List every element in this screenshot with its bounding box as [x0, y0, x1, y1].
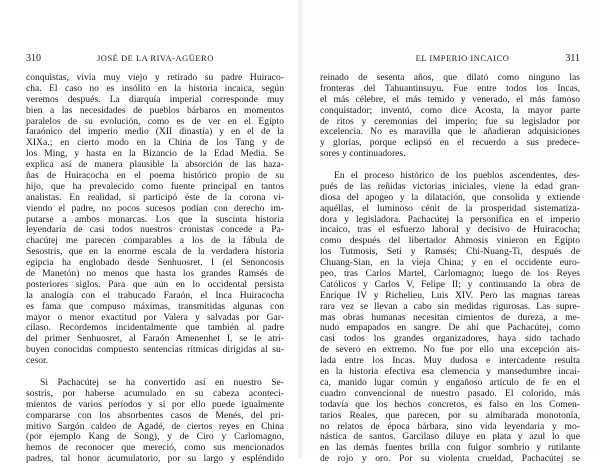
text-line: en las demás fuentes brilla con fulgor sombrío y rutilante	[320, 443, 580, 454]
left-page-text	[26, 73, 284, 465]
text-line: Enrique IV y Richelieu, Luis XIV. Pero las magnas tareas	[320, 290, 580, 301]
right-running-title: EL IMPERIO INCAICO	[415, 53, 510, 63]
text-line: diosa del apogeo y la dilatación, que consolida y extiende	[320, 192, 580, 203]
text-line: de rojo y oro. Por su violenta crueldad, Pachacútej se	[320, 454, 580, 465]
book-gutter	[297, 0, 303, 458]
text-line: peo, tras Carlos Martel, Carlomagno; luego de los Reyes	[320, 269, 580, 280]
paragraph	[320, 171, 580, 465]
left-running-head	[26, 53, 284, 67]
left-running-title: JOSÉ DE LA RIVA-AGÜERO	[97, 53, 214, 63]
text-line: como después del libertador Ahmosis vinieron en Egipto	[320, 236, 580, 247]
text-line: veremos después. La diarquía imperial corresponde muy	[26, 94, 284, 105]
text-line: ñas de Huiracocha en el poema histórico propio de su	[26, 171, 284, 182]
text-line: conquistas, vivía muy viejo y retirado su padre Huiraco-	[26, 73, 284, 83]
text-line: explica así de manera plausible la absorción de las haza-	[26, 160, 284, 171]
text-line: excelencia. No es maravilla que le añadieran adquisiciones	[320, 127, 580, 138]
text-line: pués de las reñidas victorias iniciales, viene la edad gran-	[320, 181, 580, 192]
text-line: cha. El caso no es insólito en la historia incaica, según	[26, 83, 284, 94]
right-page	[300, 0, 600, 465]
text-line: XIXa.; en cierto modo en la China de los Tang y de	[26, 138, 284, 149]
text-line: y glorias, porque eclipsó en el recuerdo a sus predece-	[320, 138, 580, 149]
text-line: nástica de santos. Garcilaso diluye en plata y azul lo que	[320, 432, 580, 443]
paragraph	[320, 73, 580, 160]
text-line: Si Pachacútej se ha convertido así en nuestro Se-	[40, 377, 284, 388]
text-line: hemos de reconocer que mereció, como sus mencionados	[26, 443, 284, 454]
text-line: paralelos de su evolución, como es de ver en el Egipto	[26, 116, 284, 127]
text-line: bien a las necesidades de pueblos bárbaros en momentos	[26, 105, 284, 116]
paragraph	[26, 378, 284, 465]
text-line: el más célebre, el más temido y venerado, el más famoso	[320, 94, 580, 105]
text-line: nudo empapados en sangre. De ahí que Pachacútej, como	[320, 323, 580, 334]
text-line: lada entre los Incas. Muy dudosa e intercadente resulta	[320, 356, 580, 367]
text-line: (por ejemplo Kang de Song), y de Ciro y Carlomagno,	[26, 432, 284, 443]
right-page-text	[320, 73, 580, 465]
paragraph-gap	[26, 367, 284, 378]
text-line: es fama que compuso máximas, transmitidas algunas con	[26, 301, 284, 312]
text-line: no relatos de época bárbara, sino vida leyendaria y mo-	[320, 421, 580, 432]
text-line: viendo el padre, no pocos sucesos podían con derecho im-	[26, 203, 284, 214]
text-line: analistas. En realidad, si participó éste de la corona vi-	[26, 192, 284, 203]
text-line: casi todos los grandes organizadores, haya sido tachado	[320, 334, 580, 345]
right-running-head	[320, 53, 580, 67]
text-line: posteriores siglos. Para que aún en lo occidental persista	[26, 279, 284, 290]
text-line: Chuang-Sian, en la vieja China; y en el occidente euro-	[320, 258, 580, 269]
text-line: hijo, que ha prevalecido como fuente principal en tantos	[26, 181, 284, 192]
text-line: Católicos y Carlos V, Felipe II; y continuando la obra de	[320, 279, 580, 290]
text-line: dora y legisladora. Pachacútej la personifica en el imperio	[320, 214, 580, 225]
text-line: buyen conocidas compuesto sentencias rítmicas dirigidas al su-	[26, 345, 284, 356]
text-line: Sesostris, que en la enorme escala de la verdadera historia	[26, 247, 284, 258]
text-line: aquéllas, el luminoso cénit de la prosperidad sistematiza-	[320, 203, 580, 214]
text-line: mayor o menor exactitud por Valera y salvadas por Gar-	[26, 312, 284, 323]
text-line: los Tutmosis, Seti y Ramsés; Chi-Nuang-Ti, después de	[320, 247, 580, 258]
text-line: todavía que los hechos concretos, es falso en los Comen-	[320, 399, 580, 410]
text-line: rara vez se llevan a cabo sin medidas rigurosas. Las supre-	[320, 301, 580, 312]
text-line: compararse con los absorbentes casos de Menés, del pri-	[26, 410, 284, 421]
text-line: egipcia ha englobado desde Senhuosret. I (el Senoncosis	[26, 258, 284, 269]
text-line: En el proceso histórico de los pueblos ascendentes, des-	[334, 171, 580, 182]
text-line: padres, tal honor acumulatorio, por su largo y espléndido	[26, 454, 284, 465]
paragraph-gap	[320, 160, 580, 171]
text-line: la analogía con el trabucado Faraón, el Inca Huiracocha	[26, 290, 284, 301]
text-line: los Ming, y hasta en la Bizancio de la Edad Media. Se	[26, 149, 284, 160]
text-line: tarios Reales, que parecen, por su almibarada monotonía,	[320, 410, 580, 421]
text-line: sores y continuadores.	[320, 149, 406, 160]
text-line: mas obras humanas necesitan cimientos de dureza, a me-	[320, 312, 580, 323]
text-line: mitivo Sargón caldeo de Agadé, de ciertos reyes en China	[26, 421, 284, 432]
left-page-number: 310	[26, 53, 41, 64]
text-line: putarse a ambos monarcas. Los que la suscinta historia	[26, 214, 284, 225]
text-line: del primer Senhuosret, al Faraón Amenenhet I, se le atri-	[26, 334, 284, 345]
paragraph	[26, 73, 284, 367]
text-line: en la historia efectiva esa clemencia y mansedumbre incai-	[320, 367, 580, 378]
text-line: sostris, por haberse acumulado en su cabeza aconteci-	[26, 388, 284, 399]
right-page-number: 311	[565, 53, 580, 64]
text-line: conquistador; inventó, como dice Acosta, la mayor parte	[320, 105, 580, 116]
text-line: incaico, tras el esfuerzo laboral y decisivo de Huiracocha;	[320, 225, 580, 236]
text-line: leyendaria de casi todos nuestros cronistas concede a Pa-	[26, 225, 284, 236]
text-line: de Manetón) no menos que hasta los grandes Ramsés de	[26, 269, 284, 280]
text-line: cilaso. Recordemos incidentalmente que también al padre	[26, 323, 284, 334]
text-line: chacútej me parecen comparables a los de la fábula de	[26, 236, 284, 247]
text-line: mientos de varios períodos y si por ello puede igualmente	[26, 399, 284, 410]
text-line: de severo en extremo. No fue por ello una excepción ais-	[320, 345, 580, 356]
text-line: cesor.	[26, 356, 49, 367]
text-line: fronteras del Tahuantinsuyu. Fue entre todos los Incas,	[320, 83, 580, 94]
text-line: de ritos y ceremonias del imperio; fue su legislador por	[320, 116, 580, 127]
text-line: reinado de sesenta años, que dilató como ninguno las	[320, 73, 580, 83]
text-line: ca, manido lugar común y engañoso artículo de fe en el	[320, 377, 580, 388]
text-line: cuadro convencional de nuestro pasado. El colorido, más	[320, 388, 580, 399]
text-line: faraónico del imperio medio (XII dinastía) y en el de la	[26, 127, 284, 138]
